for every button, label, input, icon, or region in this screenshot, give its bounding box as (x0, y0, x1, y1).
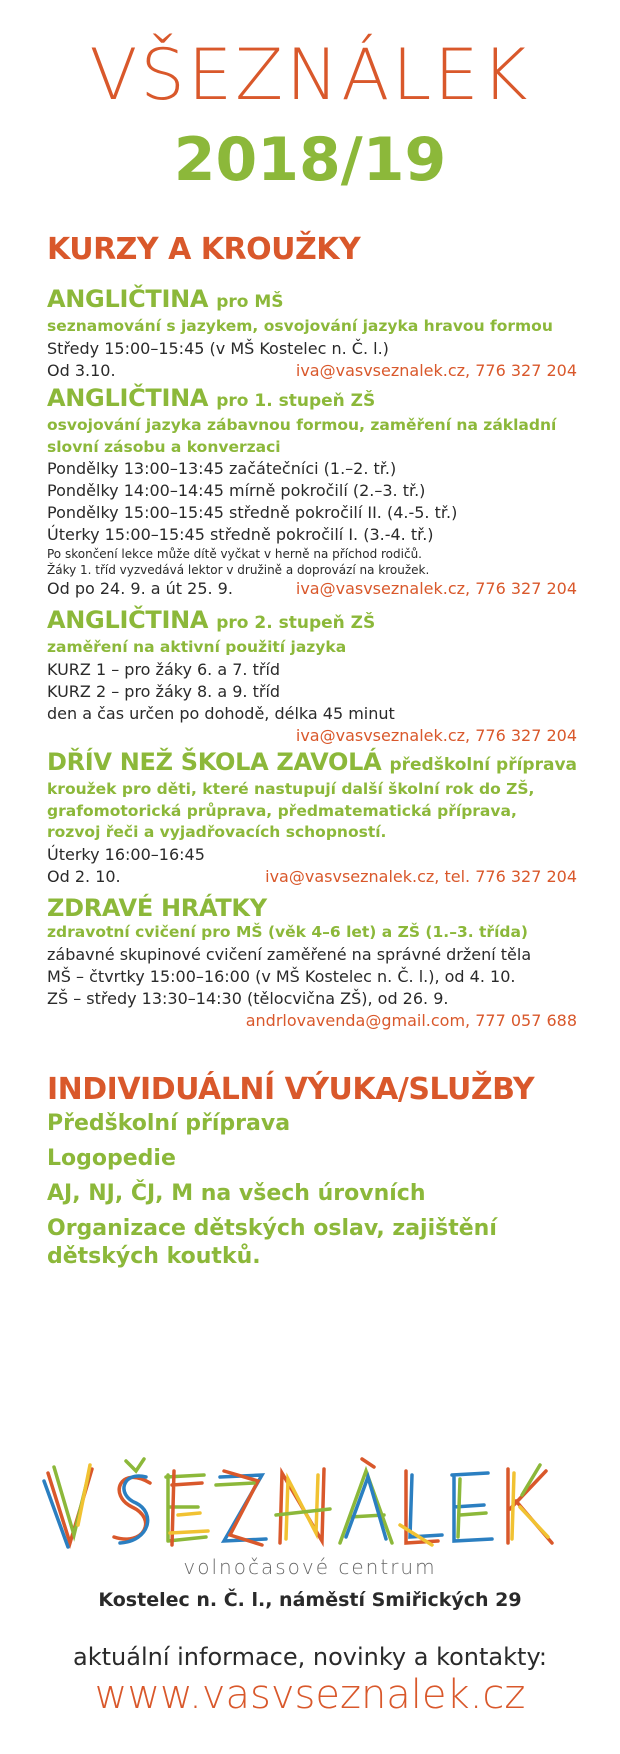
course-schedule: zábavné skupinové cvičení zaměřené na správné držení těla (47, 944, 532, 964)
service-item: Organizace dětských oslav, zajištění (47, 1216, 497, 1241)
brand-title: VŠEZNÁLEK (89, 34, 531, 116)
course-title-sub: pro 2. stupeň ZŠ (216, 613, 376, 633)
center-subtitle: volnočasové centrum (183, 1555, 437, 1579)
course-contact[interactable]: iva@vasvseznalek.cz, 776 327 204 (295, 579, 577, 598)
website-link[interactable]: www.vasvseznalek.cz (94, 1672, 526, 1718)
course-schedule: Pondělky 15:00–15:45 středně pokročilí II. (4.-5. tř.) (47, 503, 458, 522)
course-title (47, 748, 577, 779)
course-title-main: ANGLIČTINA (47, 285, 209, 313)
course-english-zs2 (47, 606, 577, 747)
course-title-main: ANGLIČTINA (47, 606, 209, 634)
course-contact[interactable]: andrlovavenda@gmail.com, 777 057 688 (245, 1010, 577, 1030)
course-description: slovní zásobu a konverzaci (47, 437, 281, 456)
individual-services (47, 1110, 587, 1271)
vseznalek-logo (40, 1455, 580, 1555)
course-contact-row (47, 578, 577, 600)
course-title (47, 606, 577, 637)
course-title (47, 285, 577, 316)
address: Kostelec n. Č. l., náměstí Smiřických 29 (98, 1589, 522, 1611)
course-healthy-games (47, 894, 577, 1032)
course-contact[interactable]: iva@vasvseznalek.cz, 776 327 204 (295, 725, 577, 745)
course-start: Od 3.10. (47, 360, 116, 380)
course-schedule: KURZ 2 – pro žáky 8. a 9. tříd (47, 681, 281, 701)
service-item: dětských koutků. (47, 1244, 261, 1269)
course-preschool (47, 748, 577, 888)
course-schedule: KURZ 1 – pro žáky 6. a 7. tříd (47, 659, 281, 679)
course-contact[interactable]: iva@vasvseznalek.cz, 776 327 204 (295, 360, 577, 380)
course-schedule: MŠ – čtvrtky 15:00–16:00 (v MŠ Kostelec n. Č. l.), od 4. 10. (47, 966, 516, 986)
course-title (47, 384, 577, 415)
course-schedule: Pondělky 14:00–14:45 mírně pokročilí (2.–3. tř.) (47, 481, 426, 500)
course-start: Od 2. 10. (47, 866, 121, 886)
course-title-main: DŘÍV NEŽ ŠKOLA ZAVOLÁ (47, 748, 382, 776)
season-year: 2018/19 (173, 125, 447, 195)
course-description: zaměření na aktivní použití jazyka (47, 638, 347, 656)
course-description: rozvoj řeči a vyjadřovacích schopností. (47, 823, 387, 841)
course-english-ms (47, 285, 577, 382)
course-schedule: Úterky 15:00–15:45 středně pokročilí I. (3.-4. tř.) (47, 525, 434, 544)
course-start: Od po 24. 9. a út 25. 9. (47, 579, 233, 598)
info-line: aktuální informace, novinky a kontakty: (73, 1643, 547, 1671)
course-title: ZDRAVÉ HRÁTKY (47, 894, 267, 922)
course-schedule: Úterky 16:00–16:45 (47, 844, 205, 864)
course-description: grafomotorická průprava, předmatematická příprava, (47, 801, 517, 820)
course-schedule: ZŠ – středy 13:30–14:30 (tělocvična ZŠ), od 26. 9. (47, 988, 449, 1008)
course-contact-row (47, 360, 577, 382)
individual-heading: INDIVIDUÁLNÍ VÝUKA/SLUŽBY (47, 1072, 535, 1107)
service-item: Logopedie (47, 1146, 176, 1171)
course-title-sub: předškolní příprava (389, 755, 577, 775)
course-title-sub: pro MŠ (216, 292, 284, 312)
course-description: osvojování jazyka zábavnou formou, zaměření na základní (47, 416, 557, 434)
course-title-sub: pro 1. stupeň ZŠ (216, 391, 376, 411)
course-schedule: Středy 15:00–15:45 (v MŠ Kostelec n. Č. l.) (47, 338, 389, 358)
course-note: Po skončení lekce může dítě vyčkat v herně na příchod rodičů. (47, 547, 422, 561)
service-item: Předškolní příprava (47, 1111, 291, 1136)
course-description: kroužek pro děti, které nastupují další školní rok do ZŠ, (47, 780, 535, 798)
service-item: AJ, NJ, ČJ, M na všech úrovních (47, 1181, 426, 1206)
course-schedule: Pondělky 13:00–13:45 začátečníci (1.–2. tř.) (47, 459, 397, 478)
course-description: zdravotní cvičení pro MŠ (věk 4–6 let) a ZŠ (1.–3. třída) (47, 923, 529, 941)
courses-heading: KURZY A KROUŽKY (47, 232, 361, 267)
course-contact-row (47, 866, 577, 888)
course-note: Žáky 1. tříd vyzvedává lektor v družině a doprovází na kroužek. (47, 563, 430, 577)
course-title-main: ANGLIČTINA (47, 384, 209, 412)
course-english-zs1 (47, 384, 577, 600)
course-contact[interactable]: iva@vasvseznalek.cz, tel. 776 327 204 (265, 866, 577, 886)
course-description: seznamování s jazykem, osvojování jazyka hravou formou (47, 317, 553, 335)
course-schedule: den a čas určen po dohodě, délka 45 minut (47, 703, 395, 723)
